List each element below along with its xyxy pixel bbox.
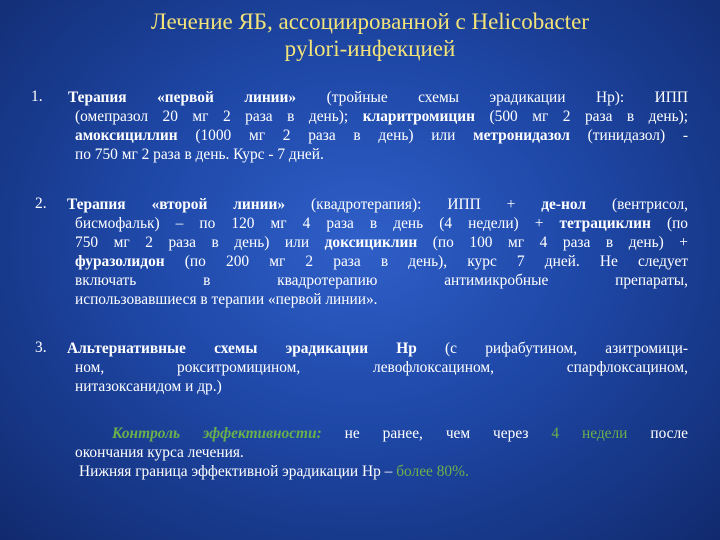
item-1-line-1-text: (тройные схемы эрадикации Hp): ИПП [296, 89, 689, 106]
item-2-l2a: бисмофальк) – по 120 мг 4 раза в день (4 недели) + [75, 215, 560, 232]
item-2-line-5: включать в квадротерапию антимикробные препараты, [75, 272, 688, 289]
item-2-l3a: 750 мг 2 раза в день) или [75, 234, 325, 251]
item-2-body [75, 214, 688, 309]
drug-furazolidone: фуразолидон [75, 253, 165, 270]
drug-de-nol: де-нол [541, 196, 586, 213]
item-1-l2a: (омепразол 20 мг 2 раза в день); [75, 108, 363, 125]
item-1-line-3 [75, 126, 688, 145]
item-1-line-2 [75, 107, 688, 126]
item-1-first-line-therapy [68, 88, 688, 107]
control-section [112, 424, 688, 443]
slide-title [60, 8, 680, 62]
item-2-second-line-therapy [67, 195, 688, 214]
control-body [75, 443, 688, 481]
item-1-line-4: по 750 мг 2 раза в день. Курс - 7 дней. [75, 146, 324, 163]
item-1-head: Терапия «первой линии» [68, 89, 297, 106]
item-1-body [75, 107, 688, 164]
drug-clarithromycin: кларитромицин [362, 108, 475, 125]
item-2-line-4 [75, 252, 688, 271]
item-2-l1c: (вентрисол, [586, 196, 689, 213]
item-2-l4b: (по 200 мг 2 раза в день), курс 7 дней. Не следует [164, 253, 688, 270]
control-threshold: более 80%. [396, 463, 469, 480]
item-1-line-1 [68, 88, 688, 107]
item-3-line-3: нитазоксанидом и др.) [75, 378, 222, 395]
item-2-line-1 [67, 195, 688, 214]
title-line-2: pylori-инфекцией [284, 36, 456, 61]
item-2-l3c: (по 100 мг 4 раза в день) + [417, 234, 688, 251]
control-weeks: 4 недели [551, 425, 628, 442]
item-3-line-1 [67, 339, 688, 358]
item-3-number: 3. [35, 339, 47, 356]
item-1-l3d: (тинидазол) - [569, 127, 688, 144]
item-2-line-3 [75, 233, 688, 252]
control-label: Контроль эффективности: [112, 425, 322, 442]
item-1-l2c: (500 мг 2 раза в день); [475, 108, 688, 125]
item-3-body [75, 358, 688, 396]
item-2-l1a: (квадротерапия): ИПП + [285, 196, 542, 213]
item-3-head: Альтернативные схемы эрадикации Hp [67, 340, 417, 357]
item-1-l3b: (1000 мг 2 раза в день) или [177, 127, 474, 144]
title-line-1: Лечение ЯБ, ассоциированной с Helicobacter [151, 9, 589, 34]
drug-tetracycline: тетрациклин [559, 215, 651, 232]
item-2-l2c: (по [650, 215, 688, 232]
item-3-l1-rest: (с рифабутином, азитромици- [416, 340, 688, 357]
item-1-number: 1. [31, 88, 43, 105]
control-line-3 [79, 462, 688, 481]
control-l1c: после [627, 425, 688, 442]
item-3-alternative-schemes [67, 339, 688, 358]
drug-amoxicillin: амоксициллин [75, 127, 178, 144]
drug-metronidazole: метронидазол [473, 127, 570, 144]
item-2-line-2 [75, 214, 688, 233]
item-2-head: Терапия «второй линии» [67, 196, 286, 213]
item-3-line-2: ном, рокситромицином, левофлоксацином, спарфлоксацином, [75, 359, 688, 376]
control-line-1 [112, 424, 688, 443]
control-l1a: не ранее, чем через [321, 425, 552, 442]
control-line-2: окончания курса лечения. [75, 444, 244, 461]
item-2-number: 2. [35, 195, 47, 212]
control-l3a: Нижняя граница эффективной эрадикации Hp – [79, 463, 397, 480]
item-2-line-6: использовавшиеся в терапии «первой линии». [75, 291, 378, 308]
drug-doxycycline: доксициклин [324, 234, 418, 251]
